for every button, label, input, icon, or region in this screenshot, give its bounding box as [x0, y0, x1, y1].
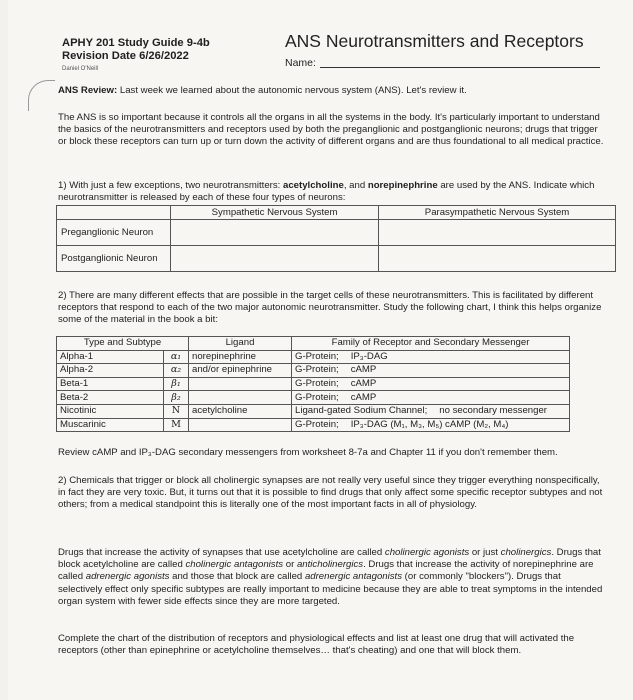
- receptor-family: [292, 418, 570, 432]
- drug-definitions: [58, 547, 606, 608]
- worksheet-page: [8, 0, 633, 700]
- receptor-name: Alpha-2: [57, 364, 164, 378]
- page-title: ANS Neurotransmitters and Receptors: [285, 31, 584, 51]
- answer-cell[interactable]: [379, 246, 616, 272]
- receptor-ligand: [189, 377, 292, 391]
- receptor-family: [292, 404, 570, 418]
- messenger-text: cAMP: [350, 378, 377, 390]
- question-3: 2) Chemicals that trigger or block all cholinergic synapses are not really very useful since they trigger everything nonspecifically, in fact they are very toxic. But, it turns out that it is possible to find drugs that only affect some specific receptor subtypes and not others; from a medical standpoint this is literally one of the most important facts in all of physiology.: [58, 475, 603, 511]
- drugs-text: Drugs that increase the activity of synapses that use acetylcholine are called: [58, 547, 385, 558]
- term-anticholinergics: anticholinergics: [296, 559, 364, 571]
- review-note: Review cAMP and IP₃-DAG secondary messengers from worksheet 8-7a and Chapter 11 if you don't remember them.: [58, 447, 558, 458]
- header-parasympathetic: Parasympathetic Nervous System: [379, 206, 616, 220]
- messenger-text: cAMP: [350, 391, 377, 403]
- drugs-text: and those that block are called: [169, 571, 305, 583]
- ans-review-label: ANS Review:: [58, 85, 118, 96]
- receptor-family: [292, 364, 570, 378]
- answer-cell[interactable]: [171, 246, 379, 272]
- revision-date: Revision Date 6/26/2022: [62, 50, 189, 62]
- table-row: [57, 220, 616, 246]
- table-row: [57, 377, 570, 391]
- header-ligand: Ligand: [189, 337, 292, 351]
- table-row: [57, 418, 570, 432]
- receptor-symbol: N: [164, 404, 189, 418]
- receptor-symbol: β₁: [164, 377, 189, 391]
- receptor-name: Beta-2: [57, 391, 164, 405]
- receptor-name: Beta-1: [57, 377, 164, 391]
- drugs-text: or just: [469, 547, 501, 558]
- header-sympathetic: Sympathetic Nervous System: [171, 206, 379, 220]
- receptor-symbol: β₂: [164, 391, 189, 405]
- receptor-ligand: [189, 391, 292, 405]
- header-type-subtype: Type and Subtype: [57, 337, 189, 351]
- messenger-text: IP₃-DAG (M₁, M₃, M₅) cAMP (M₂, M₄): [350, 418, 509, 430]
- family-text: G-Protein;: [295, 364, 339, 376]
- author-signature: Daniel O'Neill: [62, 66, 99, 72]
- receptor-ligand: [189, 418, 292, 432]
- intro-paragraph: The ANS is so important because it controls all the organs in all the systems in the body. It's particularly important to understand the basics of the neurotransmitters and receptors used by both the preganglionic and postganglionic neurons; drugs that trigger or block these receptors can turn up or turn down the activity of different organs and are thus foundational to all medical practice.: [58, 112, 604, 148]
- table-row: [57, 246, 616, 272]
- receptor-ligand: norepinephrine: [189, 350, 292, 364]
- q1-mid: , and: [343, 180, 368, 191]
- receptor-symbol: M: [164, 418, 189, 432]
- receptor-ligand: and/or epinephrine: [189, 364, 292, 378]
- family-text: G-Protein;: [295, 350, 339, 362]
- family-text: G-Protein;: [295, 378, 339, 390]
- drugs-text: (or commonly "blockers"). Drugs that selectively effect only specific subtypes are really important to medicine because they are able to treat symptoms in the intended organ system with fewer side effects since they are more targeted.: [58, 571, 603, 607]
- drugs-text: . Drugs that block acetylcholine are called: [58, 547, 601, 571]
- receptor-symbol: α₁: [164, 350, 189, 364]
- term-adrenergic-agonists: adrenergic agonists: [85, 571, 170, 583]
- complete-chart-instruction: Complete the chart of the distribution of receptors and physiological effects and list at least one drug that will activated the receptors (other than epinephrine or acetylcholine themselves… that's cheating) and one that will block them.: [58, 633, 575, 657]
- term-adrenergic-antagonists: adrenergic antagonists: [304, 571, 403, 583]
- header-left: [62, 37, 210, 76]
- receptor-ligand: acetylcholine: [189, 404, 292, 418]
- messenger-text: no secondary messenger: [439, 405, 548, 417]
- row-label-preganglionic: Preganglionic Neuron: [57, 220, 171, 246]
- receptor-name: Alpha-1: [57, 350, 164, 364]
- table-row: [57, 350, 570, 364]
- receptor-name: Muscarinic: [57, 418, 164, 432]
- header-family: Family of Receptor and Secondary Messenger: [292, 337, 570, 351]
- receptor-symbol: α₂: [164, 364, 189, 378]
- table-row: [57, 364, 570, 378]
- messenger-text: IP₃-DAG: [350, 350, 388, 362]
- row-label-postganglionic: Postganglionic Neuron: [57, 246, 171, 272]
- answer-cell[interactable]: [379, 220, 616, 246]
- receptor-family: [292, 350, 570, 364]
- margin-pencil-mark: [28, 80, 55, 111]
- receptor-name: Nicotinic: [57, 404, 164, 418]
- name-field-line[interactable]: [320, 67, 600, 68]
- question-1: [58, 180, 606, 204]
- messenger-text: cAMP: [350, 364, 377, 376]
- term-cholinergic-antagonists: cholinergic antagonists: [185, 559, 284, 571]
- family-text: G-Protein;: [295, 391, 339, 403]
- receptor-family: [292, 391, 570, 405]
- table-row: [57, 391, 570, 405]
- header-blank-cell: [57, 206, 171, 220]
- q1-prefix: 1) With just a few exceptions, two neurotransmitters:: [58, 180, 284, 191]
- q1-acetylcholine: acetylcholine: [283, 180, 344, 191]
- family-text: G-Protein;: [295, 418, 339, 430]
- q1-norepinephrine: norepinephrine: [367, 180, 438, 191]
- answer-cell[interactable]: [171, 220, 379, 246]
- neurotransmitter-table: [56, 205, 616, 272]
- table-header-row: [57, 206, 616, 220]
- course-title: APHY 201 Study Guide 9-4b: [62, 37, 210, 49]
- table-row: [57, 404, 570, 418]
- receptor-table: [56, 336, 570, 432]
- term-cholinergics: cholinergics: [500, 547, 552, 558]
- q1-suffix: are used by the ANS. Indicate which neurotransmitter is released by each of these four types of neurons:: [58, 180, 595, 204]
- receptor-family: [292, 377, 570, 391]
- drugs-text: . Drugs that increase the activity of norepinephrine are called: [58, 559, 594, 583]
- name-label: Name:: [285, 57, 316, 69]
- ans-review-line: [58, 85, 606, 97]
- family-text: Ligand-gated Sodium Channel;: [295, 405, 428, 417]
- question-2: 2) There are many different effects that are possible in the target cells of these neurotransmitters. This is facilitated by different receptors that respond to each of the two major autonomic neurotransmitter. Study the following chart, I think this helps organize some of the material in the book a bit:: [58, 290, 602, 326]
- ans-review-text: Last week we learned about the autonomic nervous system (ANS). Let's review it.: [117, 85, 467, 96]
- term-cholinergic-agonists: cholinergic agonists: [384, 547, 470, 558]
- receptor-header-row: [57, 337, 570, 351]
- drugs-text: or: [283, 559, 297, 571]
